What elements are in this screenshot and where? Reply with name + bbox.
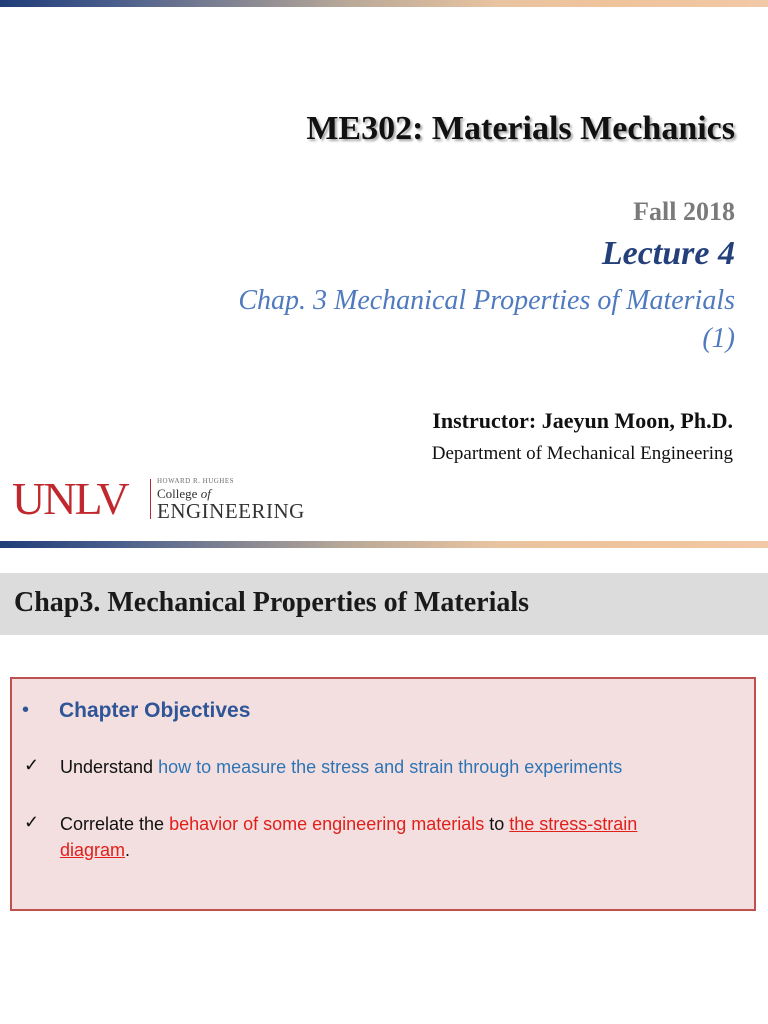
term-label: Fall 2018 bbox=[633, 197, 735, 226]
bullet-icon: • bbox=[22, 699, 30, 721]
logo-engineering: ENGINEERING bbox=[157, 499, 305, 523]
unlv-engineering-logo bbox=[12, 475, 332, 523]
department-name: Department of Mechanical Engineering bbox=[431, 443, 733, 464]
checkmark-icon: ✓ bbox=[24, 755, 40, 775]
objective-2-mid: to bbox=[484, 814, 510, 834]
top-accent-bar bbox=[0, 0, 768, 7]
checkmark-icon: ✓ bbox=[24, 812, 40, 832]
chapter-subtitle-line2: (1) bbox=[702, 323, 735, 354]
slide2-title: Chap3. Mechanical Properties of Materials bbox=[14, 587, 530, 618]
objective-2-link-part1[interactable]: the stress-strain bbox=[509, 814, 638, 834]
bottom-accent-bar bbox=[0, 541, 768, 548]
objective-2-highlight: behavior of some engineering materials bbox=[169, 814, 485, 834]
logo-small-line: HOWARD R. HUGHES bbox=[157, 477, 235, 485]
objective-item-1 bbox=[60, 754, 720, 780]
logo-college-of: of bbox=[200, 486, 211, 501]
slide2-header-band bbox=[0, 573, 768, 635]
logo-college-prefix: College bbox=[157, 486, 201, 501]
objective-2-prefix: Correlate the bbox=[60, 814, 170, 834]
objective-item-2 bbox=[60, 811, 720, 863]
objectives-title: Chapter Objectives bbox=[59, 699, 251, 722]
objective-2-link-part2[interactable]: diagram bbox=[60, 840, 126, 860]
instructor-name: Instructor: Jaeyun Moon, Ph.D. bbox=[432, 408, 733, 433]
chapter-subtitle-line1: Chap. 3 Mechanical Properties of Materials bbox=[238, 285, 735, 316]
lecture-number: Lecture 4 bbox=[601, 235, 735, 272]
objective-1-prefix: Understand bbox=[60, 757, 159, 777]
course-title: ME302: Materials Mechanics bbox=[306, 110, 735, 147]
chapter-subtitle bbox=[35, 282, 735, 358]
objectives-box bbox=[10, 677, 756, 911]
logo-wordmark: UNLV bbox=[12, 473, 128, 524]
logo-divider bbox=[150, 479, 151, 519]
objective-2-end: . bbox=[125, 840, 131, 860]
objective-1-highlight: how to measure the stress and strain through experiments bbox=[158, 757, 623, 777]
